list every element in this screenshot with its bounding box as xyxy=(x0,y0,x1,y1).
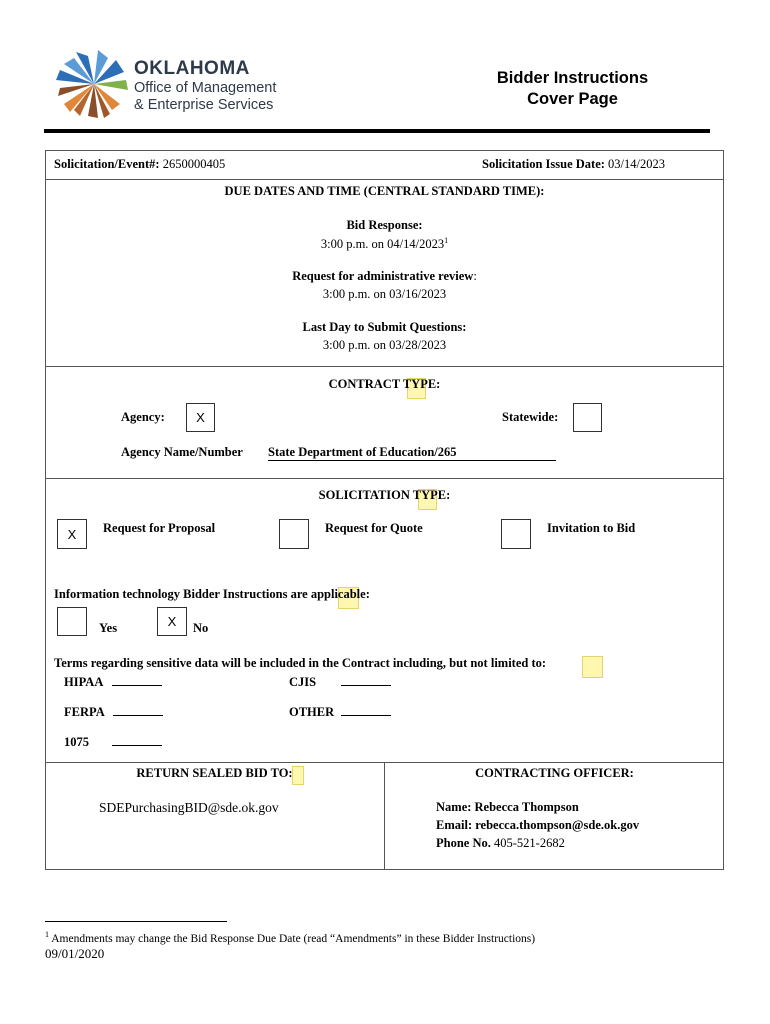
hipaa-label: HIPAA xyxy=(64,675,103,689)
itb-label: Invitation to Bid xyxy=(547,521,636,535)
officer-email-row xyxy=(436,818,639,833)
header-rule xyxy=(44,129,710,133)
statewide-label: Statewide: xyxy=(502,410,559,424)
hipaa-row xyxy=(64,675,162,690)
bid-response-value xyxy=(45,236,724,252)
contracting-officer-heading: CONTRACTING OFFICER: xyxy=(475,766,634,780)
event-label: Solicitation/Event#: xyxy=(54,157,160,171)
title-line2: Cover Page xyxy=(527,90,618,108)
sensitive-data-question: Terms regarding sensitive data will be included in the Contract including, but not limited to: xyxy=(54,656,547,670)
questions-value: 3:00 p.m. on 03/28/2023 xyxy=(322,338,447,352)
footnote xyxy=(45,930,535,945)
statewide-checkbox[interactable] xyxy=(573,403,602,432)
hipaa-blank[interactable] xyxy=(112,685,162,686)
bid-footnote-ref: 1 xyxy=(444,236,449,245)
review-label-row xyxy=(45,269,724,284)
issue-label: Solicitation Issue Date: xyxy=(482,157,605,171)
n1075-blank[interactable] xyxy=(112,745,162,746)
due-dates-heading: DUE DATES AND TIME (CENTRAL STANDARD TIME): xyxy=(224,184,545,198)
review-label: Request for administrative review xyxy=(292,269,474,283)
other-row xyxy=(289,705,391,720)
review-colon: : xyxy=(473,269,477,283)
officer-email-label: Email: xyxy=(436,818,473,832)
officer-name-row xyxy=(436,800,579,815)
omes-logo xyxy=(54,48,314,120)
officer-email-value[interactable]: rebecca.thompson@sde.ok.gov xyxy=(475,818,640,832)
ferpa-label: FERPA xyxy=(64,705,105,719)
divider-due-dates xyxy=(45,366,724,367)
it-instructions-question: Information technology Bidder Instructions are applicable: xyxy=(54,587,370,601)
cjis-row xyxy=(289,675,391,690)
officer-phone-value: 405-521-2682 xyxy=(494,836,565,850)
agency-name-label: Agency Name/Number xyxy=(121,445,243,459)
n1075-row xyxy=(64,735,162,750)
revision-date: 09/01/2020 xyxy=(45,946,105,961)
rfq-checkbox[interactable] xyxy=(279,519,309,549)
ferpa-blank[interactable] xyxy=(113,715,163,716)
rfp-checkbox[interactable]: X xyxy=(57,519,87,549)
officer-name-label: Name: xyxy=(436,800,472,814)
bid-response-time: 3:00 p.m. on 04/14/2023 xyxy=(320,237,445,252)
cjis-label: CJIS xyxy=(289,675,317,689)
return-bid-heading: RETURN SEALED BID TO: xyxy=(136,766,293,780)
it-no-checkbox[interactable]: X xyxy=(157,607,187,636)
it-yes-label: Yes xyxy=(99,621,118,635)
starburst-logo-icon xyxy=(54,48,134,120)
document-title xyxy=(470,68,675,110)
title-line1: Bidder Instructions xyxy=(496,69,649,87)
n1075-label: 1075 xyxy=(64,735,89,749)
footnote-number: 1 xyxy=(45,930,49,939)
rfq-label: Request for Quote xyxy=(325,521,423,535)
officer-phone-row xyxy=(436,836,565,851)
logo-title: OKLAHOMA xyxy=(134,58,250,79)
contract-type-heading: CONTRACT TYPE: xyxy=(328,377,441,391)
officer-phone-label: Phone No. xyxy=(436,836,491,850)
issue-value: 03/14/2023 xyxy=(608,157,665,171)
solicitation-type-heading: SOLICITATION TYPE: xyxy=(318,488,451,502)
comment-highlight[interactable] xyxy=(582,656,603,678)
solicitation-issue-date xyxy=(482,157,665,172)
return-bid-email[interactable]: SDEPurchasingBID@sde.ok.gov xyxy=(99,800,279,815)
questions-label: Last Day to Submit Questions: xyxy=(302,320,467,334)
logo-subtitle-line1: Office of Management xyxy=(134,80,277,96)
rfp-label: Request for Proposal xyxy=(103,521,216,535)
event-value: 2650000405 xyxy=(162,157,226,171)
other-blank[interactable] xyxy=(341,715,391,716)
bid-response-label: Bid Response: xyxy=(346,218,423,232)
it-yes-checkbox[interactable] xyxy=(57,607,87,636)
logo-subtitle-line2: & Enterprise Services xyxy=(134,97,274,113)
agency-checkbox[interactable]: X xyxy=(186,403,215,432)
agency-name-value: State Department of Education/265 xyxy=(268,445,556,461)
footnote-text: Amendments may change the Bid Response Due Date (read “Amendments” in these Bidder Instructions) xyxy=(51,932,536,945)
ferpa-row xyxy=(64,705,163,720)
divider-solicitation xyxy=(45,179,724,180)
solicitation-event xyxy=(54,157,225,172)
cjis-blank[interactable] xyxy=(341,685,391,686)
other-label: OTHER xyxy=(289,705,335,719)
officer-name-value: Rebecca Thompson xyxy=(474,800,579,814)
footnote-rule xyxy=(45,921,227,922)
divider-contract-type xyxy=(45,478,724,479)
review-value: 3:00 p.m. on 03/16/2023 xyxy=(322,287,447,301)
itb-checkbox[interactable] xyxy=(501,519,531,549)
agency-label: Agency: xyxy=(121,410,165,424)
it-no-label: No xyxy=(193,621,209,635)
